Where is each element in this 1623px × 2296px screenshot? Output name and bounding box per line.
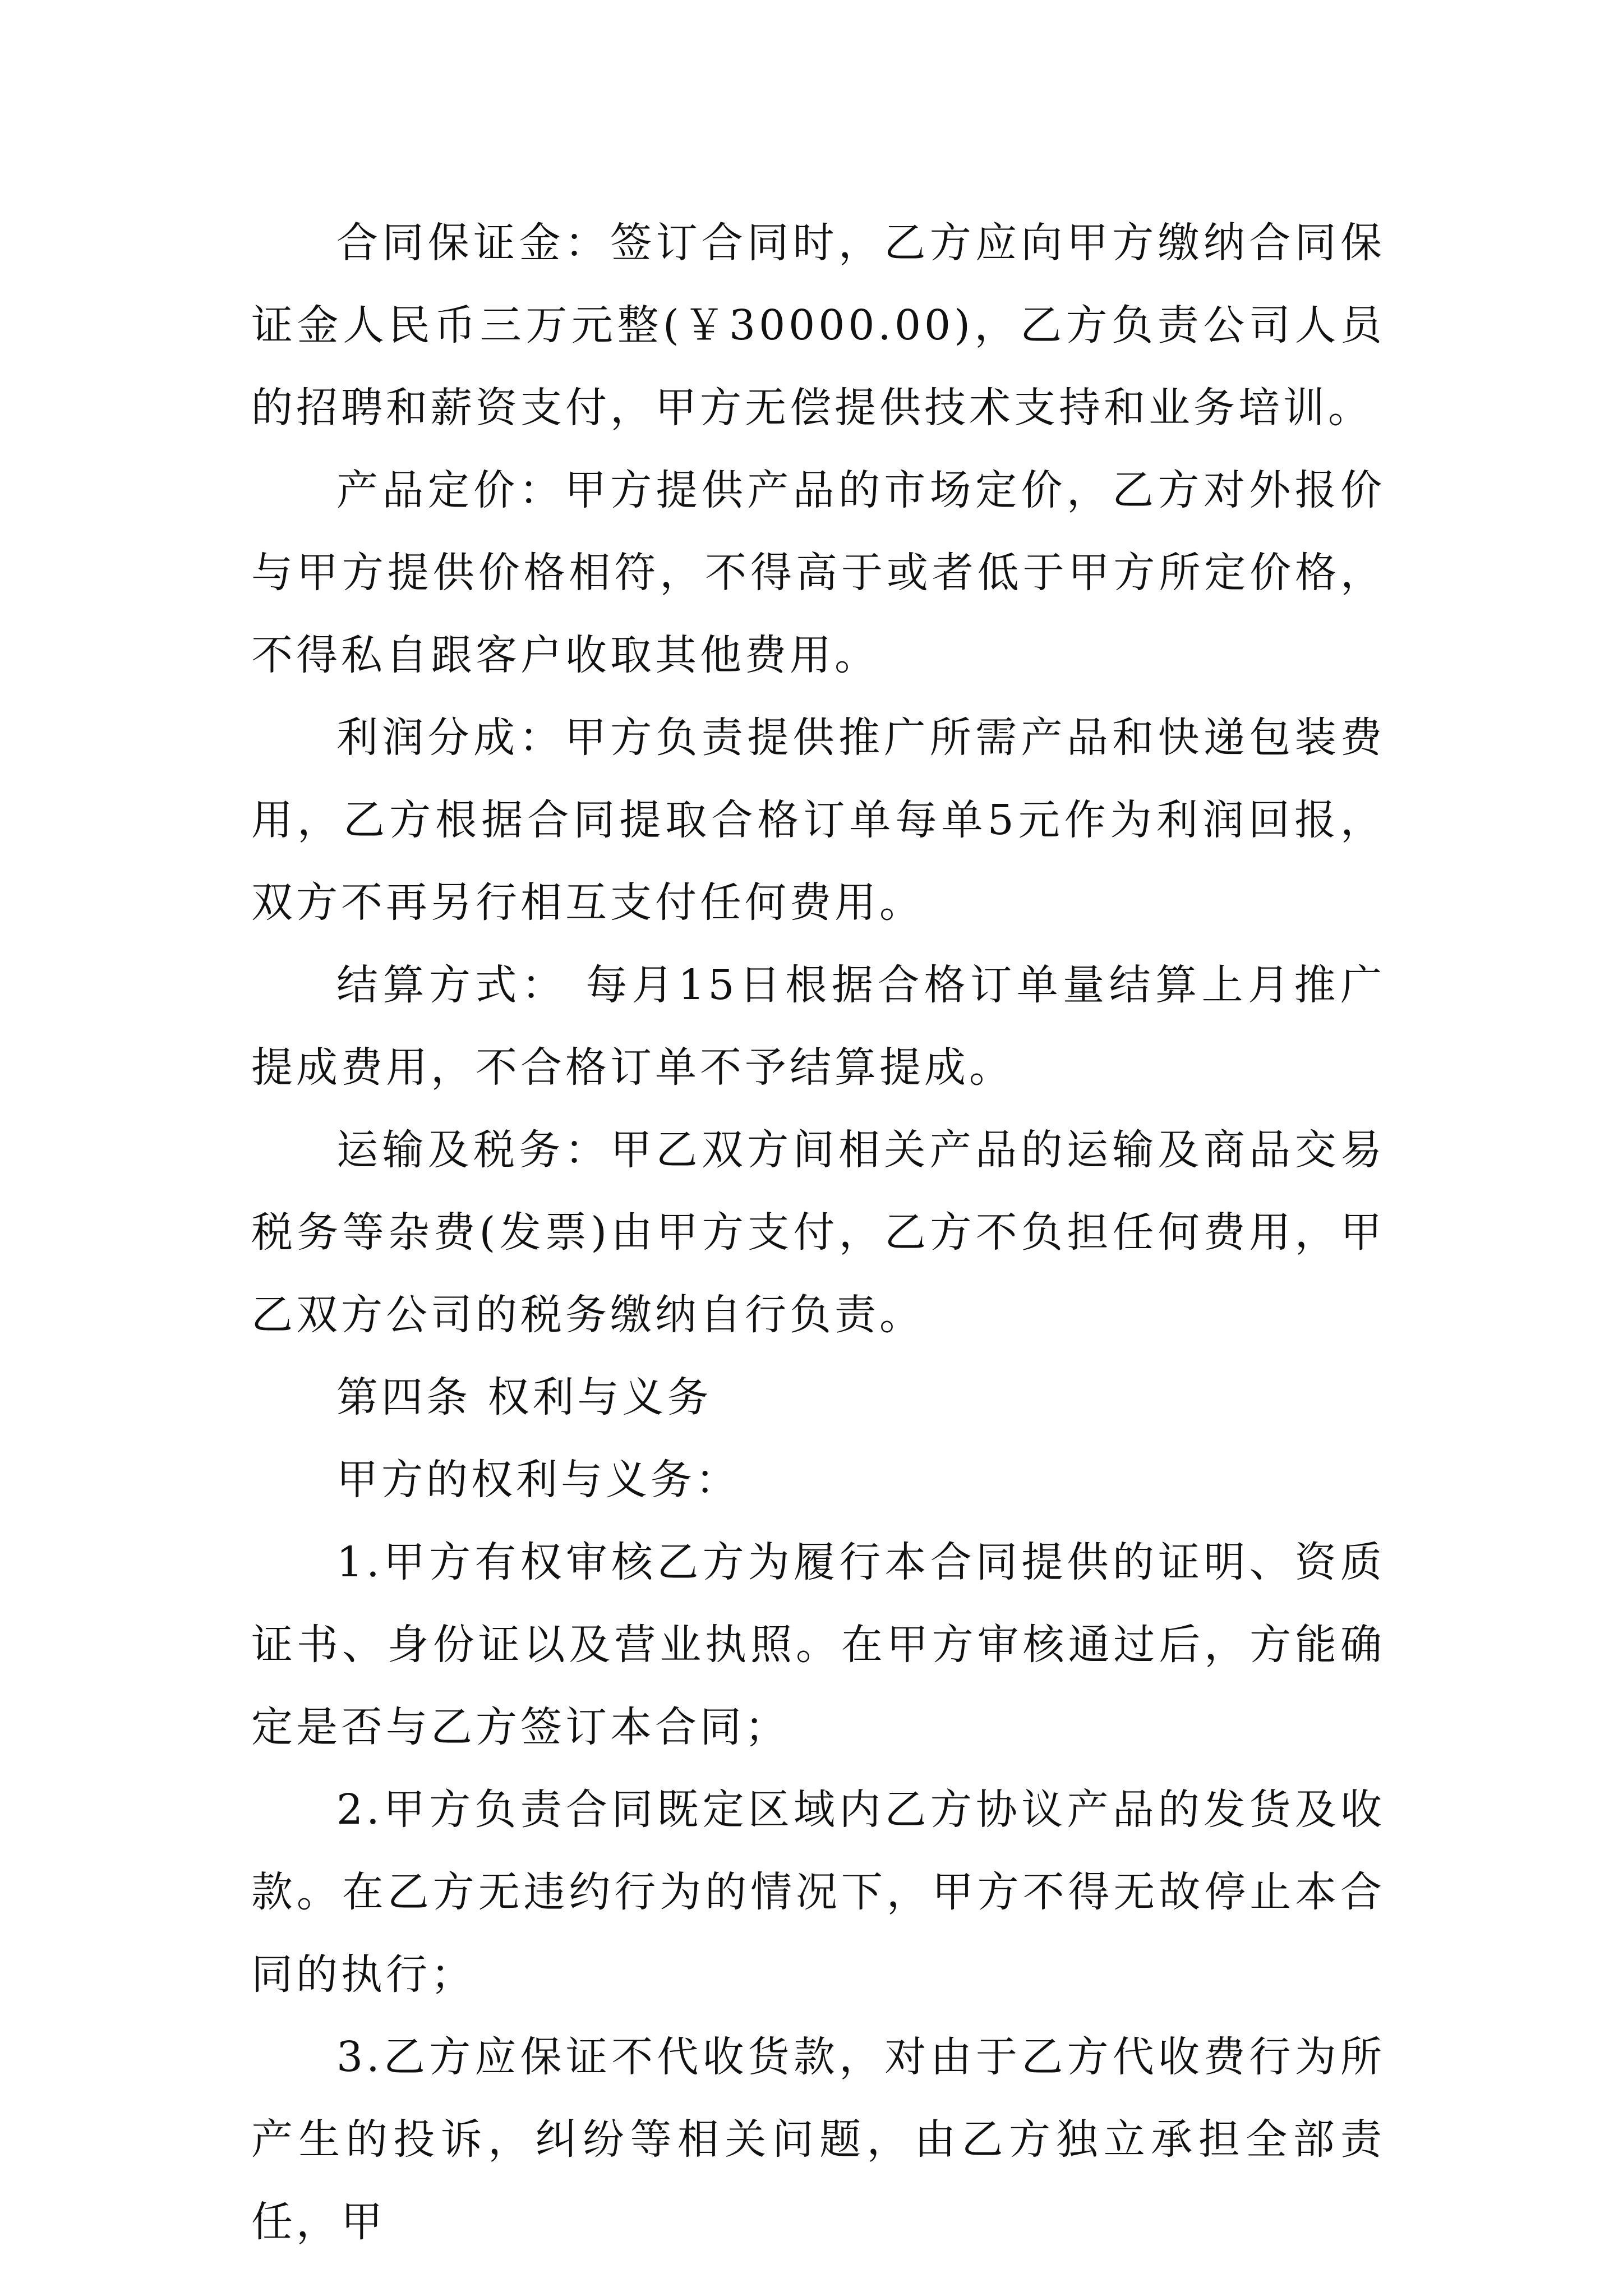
sub-heading: 甲方的权利与义务：	[336, 1456, 740, 1504]
paragraph-profit-sharing: 利润分成：甲方负责提供推广所需产品和快递包装费用，乙方根据合同提取合格订单每单5元作为利润回报，双方不再另行相互支付任何费用。	[251, 714, 1385, 927]
list-item: 3.乙方应保证不代收货款，对由于乙方代收费行为所产生的投诉，纠纷等相关问题，由乙方独立承担全部责任，甲	[251, 2033, 1385, 2246]
list-item: 2.甲方负责合同既定区域内乙方协议产品的发货及收款。在乙方无违约行为的情况下，甲方不得无故停止本合同的执行；	[251, 1786, 1385, 1999]
paragraph-contract-deposit: 合同保证金：签订合同时，乙方应向甲方缴纳合同保证金人民币三万元整(￥30000.00)，乙方负责公司人员的招聘和薪资支付，甲方无偿提供技术支持和业务培训。	[251, 219, 1385, 432]
list-item: 1.甲方有权审核乙方为履行本合同提供的证明、资质证书、身份证以及营业执照。在甲方审核通过后，方能确定是否与乙方签订本合同；	[251, 1538, 1385, 1751]
paragraph-settlement-method: 结算方式： 每月15日根据合格订单量结算上月推广提成费用，不合格订单不予结算提成。	[251, 961, 1385, 1092]
section-heading: 第四条 权利与义务	[336, 1373, 712, 1421]
paragraph-transport-tax: 运输及税务：甲乙双方间相关产品的运输及商品交易税务等杂费(发票)由甲方支付，乙方不负担任何费用，甲乙双方公司的税务缴纳自行负责。	[251, 1126, 1385, 1339]
paragraph-product-pricing: 产品定价：甲方提供产品的市场定价，乙方对外报价与甲方提供价格相符，不得高于或者低于甲方所定价格，不得私自跟客户收取其他费用。	[251, 466, 1385, 679]
document-body	[251, 202, 1385, 2263]
